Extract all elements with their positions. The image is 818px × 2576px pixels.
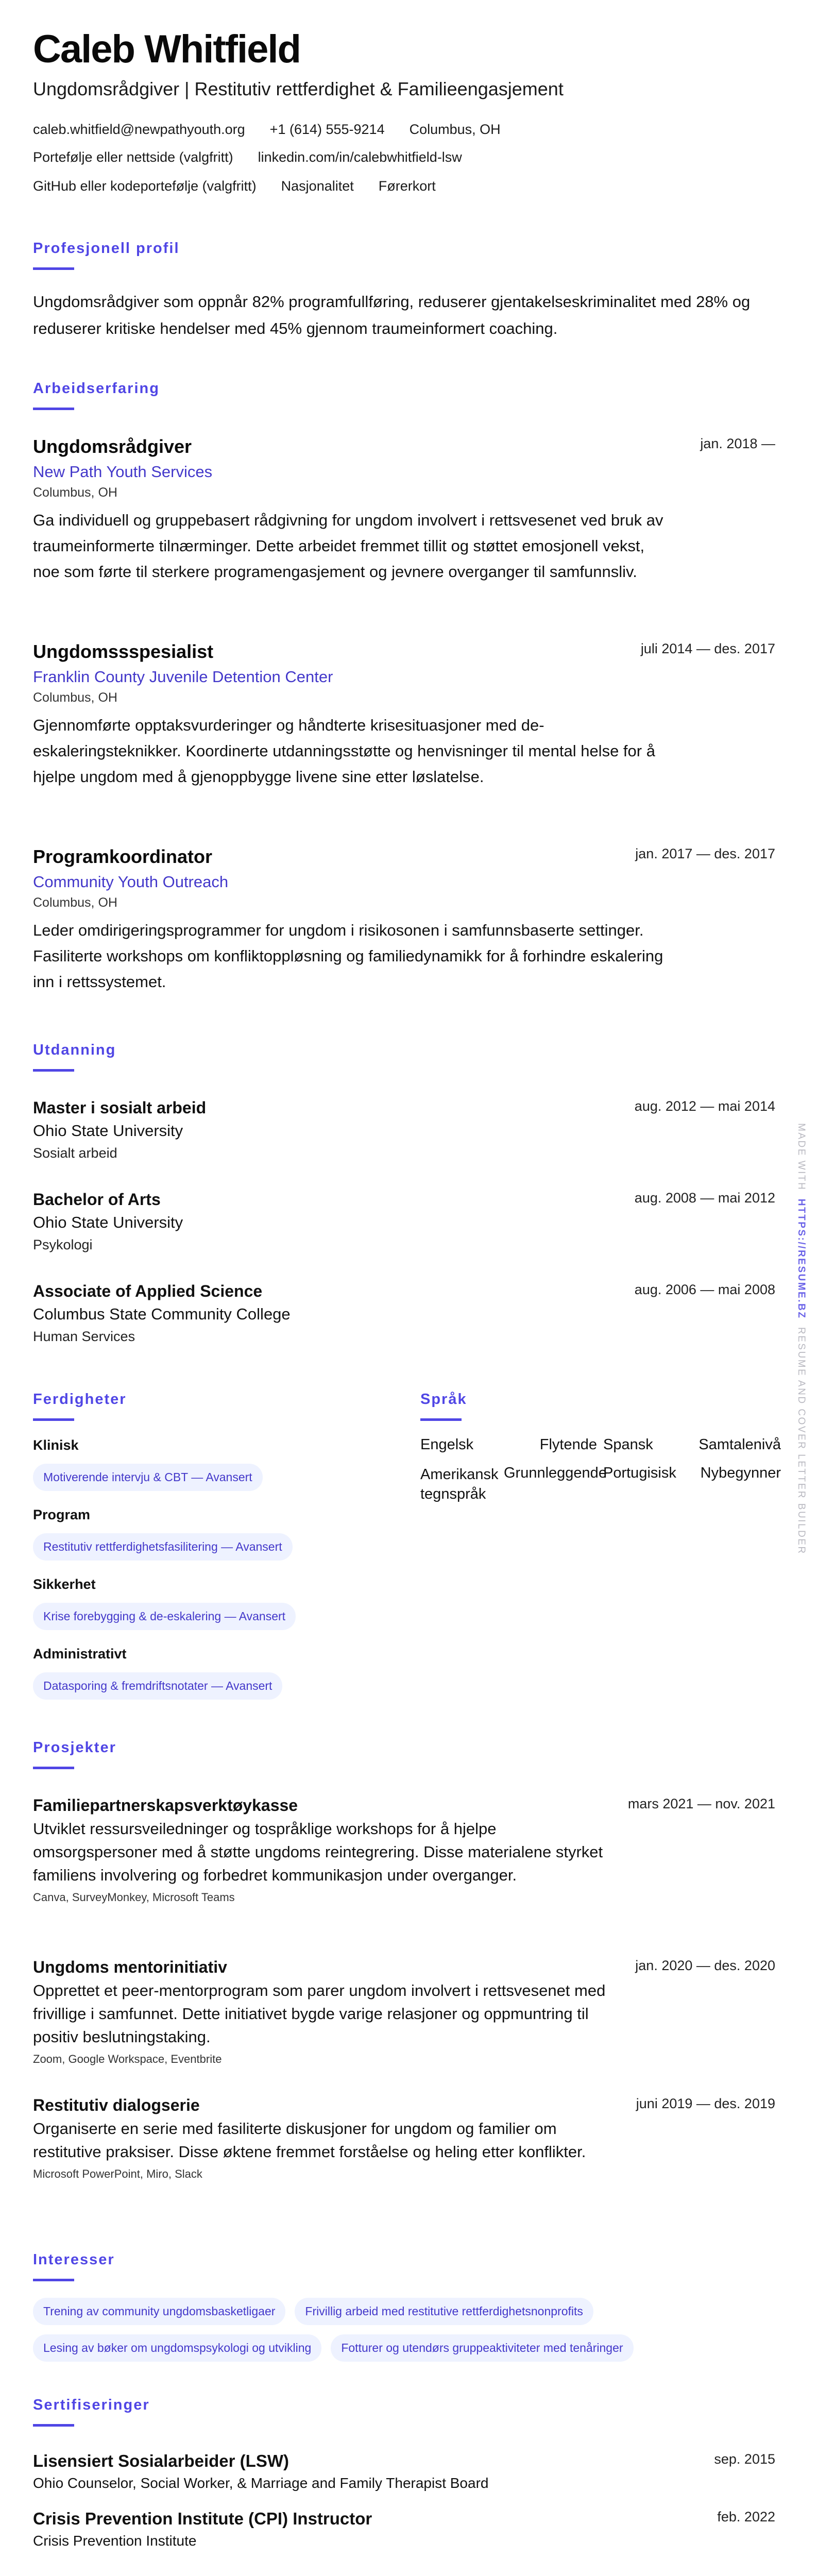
section-title: Prosjekter [33,1739,116,1756]
experience-item [33,436,775,585]
job-description: Ga individuell og gruppebasert rådgivning for ungdom involvert i rettsvesenet ved bruk av traumeinformerte tilnærminger. Dette arbeidet fremmet tillit og støttet emosjonell vekst, noe som førte til sterkere programengasjement og jevnere overganger til samfunnsliv. [33,511,663,581]
project-item [33,1958,775,2066]
project-date: juni 2019 — des. 2019 [636,2096,775,2111]
project-tools: Zoom, Google Workspace, Eventbrite [33,2053,222,2065]
certification-title: Crisis Prevention Institute (CPI) Instructor [33,2509,372,2528]
project-date: mars 2021 — nov. 2021 [627,1796,775,1811]
section-divider [33,1767,74,1769]
job-date: jan. 2017 — des. 2017 [635,846,775,861]
contact-linkedin[interactable]: linkedin.com/in/calebwhitfield-lsw [258,149,462,165]
contact-row [33,122,501,138]
project-description: Opprettet et peer-mentorprogram som parer ungdom involvert i rettsvesenet med frivillige i samfunnet. Dette initiativet bygde varige relasjoner og oppmuntring til positiv beslutningstaking. [33,1981,606,2046]
interest-chip: Trening av community ungdomsbasketligaer [33,2298,285,2325]
interests-list [33,2298,775,2362]
interests-section-header [33,2251,115,2281]
language-level: Grunnleggende [504,1465,607,1481]
contact-row [33,178,436,194]
skill-chip: Krise forebygging & de-eskalering — Avansert [33,1603,296,1630]
project-description: Organiserte en serie med fasiliterte diskusjoner for ungdom og familier om restitutive praksiser. Disse øktene fremmet forståelse og heling etter konflikter. [33,2120,586,2161]
project-tools: Canva, SurveyMonkey, Microsoft Teams [33,1891,235,1904]
skill-group [33,1437,263,1491]
job-company: Community Youth Outreach [33,873,229,891]
certification-issuer: Crisis Prevention Institute [33,2533,197,2549]
skill-group [33,1507,293,1561]
languages-list [420,1436,781,1504]
language-level: Flytende [539,1436,597,1453]
job-description: Leder omdirigeringsprogrammer for ungdom i risikosonen i samfunnsbaserte settinger. Fasiliterte workshops om konfliktoppløsning og familiedynamikk for å forhindre eskalering inn i rettssystemet. [33,921,663,991]
contact-nationality: Nasjonalitet [281,178,354,194]
section-title: Arbeidserfaring [33,380,160,397]
skill-category: Klinisk [33,1437,79,1453]
project-title: Ungdoms mentorinitiativ [33,1958,227,1976]
watermark [791,1123,807,1556]
certification-item [33,2451,775,2492]
certification-issuer: Ohio Counselor, Social Worker, & Marriage and Family Therapist Board [33,2475,489,2491]
section-divider [33,2279,74,2281]
language-level: Samtalenivå [698,1436,781,1453]
job-location: Columbus, OH [33,485,117,500]
job-description: Gjennomførte opptaksvurderinger og håndterte krisesituasjoner med de-eskaleringsteknikker. Koordinerte utdanningsstøtte og henvisninger til mental helse for å hjelpe ungdom med å gjenoppbygge livene sine etter løslatelse. [33,716,655,786]
education-date: aug. 2008 — mai 2012 [634,1190,775,1206]
projects-section-header [33,1739,116,1769]
section-title: Ferdigheter [33,1391,127,1408]
languages-section-header [420,1391,467,1421]
field-of-study: Human Services [33,1329,135,1344]
skill-category: Administrativt [33,1646,127,1662]
watermark-link[interactable]: HTTPS://RESUME.BZ [796,1198,807,1319]
profile-summary: Ungdomsrådgiver som oppnår 82% programfullføring, reduserer gjentakelseskriminalitet med 28% og reduserer kritiske hendelser med 45% gjennom traumeinformert coaching. [33,293,751,337]
section-title: Sertifiseringer [33,2397,150,2413]
contact-portfolio[interactable]: Portefølje eller nettside (valgfritt) [33,149,233,165]
job-company: New Path Youth Services [33,463,213,481]
school: Ohio State University [33,1122,183,1140]
skill-category: Sikkerhet [33,1577,96,1592]
project-description: Utviklet ressursveiledninger og tospråklige workshops for å hjelpe omsorgspersoner med å støtte ungdoms reintegrering. Disse materialene styrket familiens involvering og forbedret kommunikasjon under overganger. [33,1820,603,1884]
school: Columbus State Community College [33,1305,291,1323]
degree: Associate of Applied Science [33,1282,263,1300]
certification-date: feb. 2022 [717,2509,775,2524]
experience-item [33,641,775,790]
certification-date: sep. 2015 [714,2451,775,2467]
job-title: Ungdomssspesialist [33,641,214,662]
candidate-headline: Ungdomsrådgiver | Restitutiv rettferdighet & Familieengasjement [33,78,564,99]
contact-email[interactable]: caleb.whitfield@newpathyouth.org [33,122,245,137]
language-level: Nybegynner [700,1465,781,1481]
job-location: Columbus, OH [33,690,117,705]
school: Ohio State University [33,1213,183,1231]
education-date: aug. 2006 — mai 2008 [634,1282,775,1297]
experience-item [33,846,775,995]
field-of-study: Sosialt arbeid [33,1145,117,1161]
language-name: Amerikansk tegnspråk [420,1466,499,1502]
skills-section-header [33,1391,127,1421]
language-name: Engelsk [420,1436,474,1453]
candidate-name: Caleb Whitfield [33,27,300,71]
section-divider [33,1418,74,1421]
section-title: Interesser [33,2251,115,2268]
skill-chip: Motiverende intervju & CBT — Avansert [33,1464,263,1491]
degree: Bachelor of Arts [33,1190,161,1209]
section-divider [420,1418,462,1421]
certification-item [33,2509,775,2549]
contact-license: Førerkort [378,178,436,194]
contact-github[interactable]: GitHub eller kodeportefølje (valgfritt) [33,178,257,194]
education-section-header [33,1042,116,1072]
watermark-prefix: MADE WITH [796,1123,807,1191]
skill-chip: Restitutiv rettferdighetsfasilitering — Avansert [33,1533,293,1561]
job-company: Franklin County Juvenile Detention Center [33,668,333,686]
contact-phone[interactable]: +1 (614) 555-9214 [269,122,385,137]
education-item [33,1190,775,1253]
language-name: Portugisisk [603,1465,676,1481]
education-item [33,1282,775,1345]
section-divider [33,2424,74,2427]
job-location: Columbus, OH [33,895,117,910]
certifications-section-header [33,2397,150,2427]
section-divider [33,1069,74,1072]
job-title: Ungdomsrådgiver [33,436,192,457]
project-item [33,2096,775,2181]
project-title: Familiepartnerskapsverktøykasse [33,1796,298,1815]
project-title: Restitutiv dialogserie [33,2096,200,2114]
experience-section-header [33,380,160,410]
education-item [33,1098,775,1161]
language-name: Spansk [603,1436,653,1453]
section-title: Profesjonell profil [33,240,180,257]
profile-section-header [33,240,180,270]
job-date: jan. 2018 — [700,436,775,451]
skill-group [33,1646,282,1700]
section-title: Utdanning [33,1042,116,1058]
project-item [33,1796,775,1904]
section-divider [33,267,74,270]
skill-category: Program [33,1507,91,1522]
certification-title: Lisensiert Sosialarbeider (LSW) [33,2451,289,2470]
skill-chip: Datasporing & fremdriftsnotater — Avansert [33,1672,282,1700]
contact-location: Columbus, OH [409,122,501,137]
skill-group [33,1577,296,1630]
job-title: Programkoordinator [33,846,213,867]
project-tools: Microsoft PowerPoint, Miro, Slack [33,2167,202,2180]
interest-chip: Lesing av bøker om ungdomspsykologi og utvikling [33,2334,321,2362]
job-date: juli 2014 — des. 2017 [640,641,775,656]
section-title: Språk [420,1391,467,1408]
section-divider [33,408,74,410]
interest-chip: Fotturer og utendørs gruppeaktiviteter med tenåringer [331,2334,633,2362]
project-date: jan. 2020 — des. 2020 [635,1958,775,1973]
watermark-suffix: RESUME AND COVER LETTER BUILDER [796,1327,807,1555]
field-of-study: Psykologi [33,1237,93,1252]
interest-chip: Frivillig arbeid med restitutive rettferdighetsnonprofits [295,2298,593,2325]
contact-row [33,149,462,165]
degree: Master i sosialt arbeid [33,1098,207,1117]
education-date: aug. 2012 — mai 2014 [634,1098,775,1114]
